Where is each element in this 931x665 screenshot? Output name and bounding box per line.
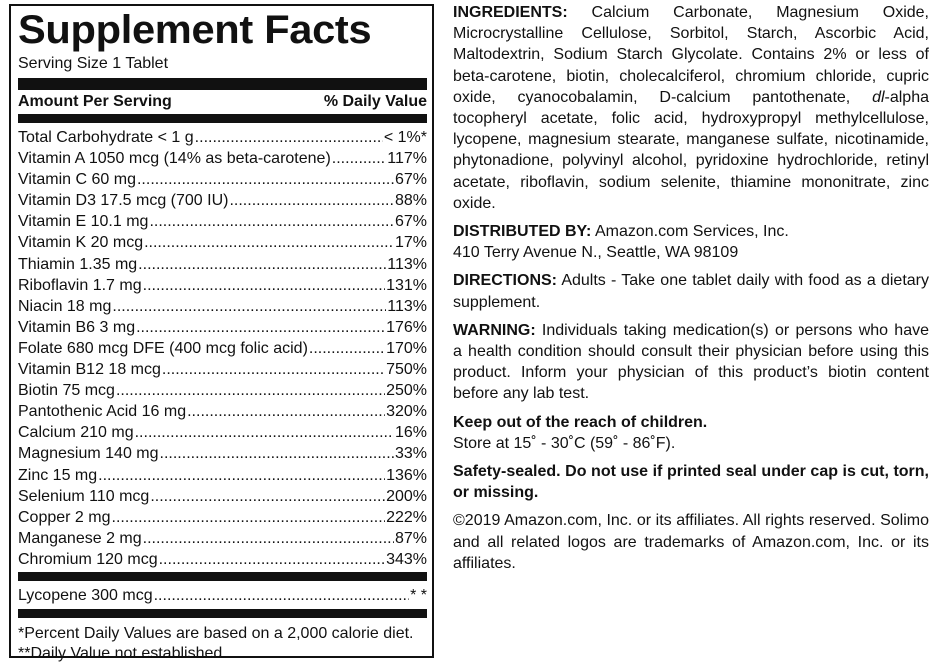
footnotes — [18, 624, 427, 664]
dot-leader — [187, 401, 385, 422]
nutrient-name: Vitamin C 60 mg — [18, 171, 136, 189]
warning-text: Individuals taking medication(s) or persons who have a health condition should consult their physician before using this product. Inform your physician of this product’s biotin content before any lab test. — [453, 321, 929, 403]
daily-value-header: % Daily Value — [323, 93, 427, 110]
lycopene-row — [18, 585, 427, 606]
nutrient-row — [18, 380, 427, 401]
nutrient-dv: 67% — [394, 213, 427, 231]
nutrient-name: Vitamin A 1050 mcg (14% as beta-carotene) — [18, 150, 331, 168]
nutrient-name: Pantothenic Acid 16 mg — [18, 403, 187, 421]
ingredients-italic: dl — [872, 88, 885, 106]
dot-leader — [229, 190, 394, 211]
nutrient-row — [18, 317, 427, 338]
keep-out-warning: Keep out of the reach of children. — [453, 413, 708, 431]
nutrient-name: Vitamin B12 18 mcg — [18, 361, 161, 379]
nutrient-row — [18, 507, 427, 528]
nutrient-name: Biotin 75 mcg — [18, 382, 115, 400]
copyright-notice: ©2019 Amazon.com, Inc. or its affiliates. All rights reserved. Solimo and all related logos are trademarks of Amazon.com, Inc. or its affiliates. — [453, 512, 929, 572]
distributed-paragraph — [453, 221, 929, 263]
nutrient-dv: 113% — [387, 297, 427, 315]
nutrient-row — [18, 211, 427, 232]
dot-leader — [162, 359, 385, 380]
ingredients-paragraph — [453, 2, 929, 214]
dot-leader — [159, 549, 385, 570]
nutrient-row — [18, 549, 427, 570]
dot-leader — [143, 528, 394, 549]
nutrient-dv: 750% — [386, 361, 427, 379]
nutrient-dv: 170% — [386, 339, 427, 357]
nutrient-row — [18, 338, 427, 359]
nutrient-row — [18, 528, 427, 549]
nutrient-row — [18, 465, 427, 486]
dot-leader — [136, 317, 385, 338]
nutrient-name: Vitamin K 20 mcg — [18, 234, 144, 252]
ingredients-text: Calcium Carbonate, Magnesium Oxide, Microcrystalline Cellulose, Sorbitol, Starch, Ascorbic Acid, Maltodextrin, Sodium Starch Glycolate. Contains 2% or less of beta-carotene, biotin, cholecalciferol, chromium chloride, cupric oxide, cyanocobalamin, D-calcium pantothenate, — [453, 4, 929, 106]
nutrient-row — [18, 148, 427, 169]
distributed-label: DISTRIBUTED BY: — [453, 223, 592, 241]
nutrient-name: Niacin 18 mg — [18, 297, 112, 315]
divider-bar — [18, 572, 427, 581]
nutrient-row — [18, 422, 427, 443]
nutrient-dv: 87% — [394, 529, 427, 547]
nutrient-row — [18, 275, 427, 296]
nutrient-row — [18, 296, 427, 317]
facts-title: Supplement Facts — [18, 8, 372, 52]
nutrient-name: Zinc 15 mg — [18, 466, 98, 484]
directions-label: DIRECTIONS: — [453, 272, 557, 290]
nutrient-dv: 136% — [386, 466, 427, 484]
dot-leader — [309, 338, 385, 359]
directions-paragraph — [453, 270, 929, 312]
nutrient-name: Total Carbohydrate < 1 g — [18, 129, 194, 146]
label-text-column — [453, 2, 929, 581]
supplement-facts-panel — [9, 4, 434, 663]
nutrient-name: Lycopene 300 mcg — [18, 586, 153, 604]
serving-size: Serving Size 1 Tablet — [18, 55, 169, 72]
dot-leader — [138, 254, 386, 275]
nutrient-name: Vitamin D3 17.5 mcg (700 IU) — [18, 192, 229, 210]
nutrient-dv: 33% — [394, 445, 427, 463]
storage-instructions: Store at 15˚ - 30˚C (59˚ - 86˚F). — [453, 434, 676, 452]
nutrient-dv: 131% — [386, 276, 427, 294]
nutrient-list — [18, 127, 427, 570]
nutrient-dv: * * — [410, 586, 427, 604]
nutrient-dv: 16% — [394, 424, 427, 442]
ingredients-label: INGREDIENTS: — [453, 4, 568, 21]
nutrient-row — [18, 169, 427, 190]
nutrient-row — [18, 254, 427, 275]
storage-paragraph — [453, 412, 929, 454]
dot-leader — [112, 296, 386, 317]
dot-leader — [332, 148, 386, 169]
nutrient-dv: 117% — [387, 150, 427, 168]
ingredients-text-continued: -alpha tocopheryl acetate, folic acid, hydroxypropyl methylcellulose, lycopene, magnesium stearate, manganese sulfate, nicotinamide, phytonadione, polyvinyl alcohol, pyridoxine hydrochloride, retinyl acetate, riboflavin, sodium selenite, thiamine mononitrate, zinc oxide. — [453, 88, 929, 212]
dot-leader — [98, 465, 385, 486]
warning-paragraph — [453, 320, 929, 405]
nutrient-dv: 200% — [386, 487, 427, 505]
dot-leader — [150, 486, 385, 507]
nutrient-name: Vitamin B6 3 mg — [18, 318, 136, 336]
dot-leader — [154, 585, 409, 606]
nutrient-dv: 222% — [386, 508, 427, 526]
facts-header-row — [18, 90, 427, 114]
dot-leader — [149, 211, 394, 232]
nutrient-name: Manganese 2 mg — [18, 529, 142, 547]
nutrient-row — [18, 127, 427, 148]
distributor-address: 410 Terry Avenue N., Seattle, WA 98109 — [453, 244, 739, 262]
dot-leader — [143, 275, 385, 296]
nutrient-name: Copper 2 mg — [18, 508, 111, 526]
nutrient-row — [18, 190, 427, 211]
nutrient-name: Magnesium 140 mg — [18, 445, 159, 463]
nutrient-dv: 88% — [394, 192, 427, 210]
nutrient-row — [18, 443, 427, 464]
warning-label: WARNING: — [453, 321, 536, 339]
nutrient-name: Calcium 210 mg — [18, 424, 134, 442]
divider-bar — [18, 78, 427, 90]
distributor-company: Amazon.com Services, Inc. — [591, 223, 789, 241]
nutrient-row — [18, 486, 427, 507]
dot-leader — [160, 443, 394, 464]
nutrient-name: Thiamin 1.35 mg — [18, 255, 138, 273]
nutrient-dv: 320% — [386, 403, 427, 421]
dot-leader — [144, 232, 394, 253]
nutrient-dv: 17% — [394, 234, 427, 252]
divider-bar — [18, 609, 427, 618]
nutrient-dv: < 1%* — [383, 129, 427, 146]
nutrient-row — [18, 232, 427, 253]
dot-leader — [195, 127, 383, 148]
footnote-not-established: **Daily Value not established. — [18, 645, 227, 663]
dot-leader — [116, 380, 385, 401]
nutrient-name: Folate 680 mcg DFE (400 mcg folic acid) — [18, 339, 308, 357]
nutrient-dv: 113% — [387, 255, 427, 273]
amount-per-serving-header: Amount Per Serving — [18, 93, 172, 110]
dot-leader — [137, 169, 394, 190]
dot-leader — [112, 507, 386, 528]
footnote-daily-values: *Percent Daily Values are based on a 2,000 calorie diet. — [18, 625, 414, 643]
nutrient-row — [18, 359, 427, 380]
nutrient-dv: 176% — [386, 318, 427, 336]
nutrient-name: Riboflavin 1.7 mg — [18, 276, 142, 294]
directions-text: Adults - Take one tablet daily with food as a dietary supplement. — [453, 272, 929, 311]
nutrient-name: Chromium 120 mcg — [18, 550, 158, 568]
nutrient-row — [18, 401, 427, 422]
nutrient-dv: 67% — [394, 171, 427, 189]
nutrient-name: Selenium 110 mcg — [18, 487, 150, 505]
safety-sealed-warning: Safety-sealed. Do not use if printed seal under cap is cut, torn, or missing. — [453, 463, 929, 502]
nutrient-dv: 250% — [386, 382, 427, 400]
nutrient-dv: 343% — [386, 550, 427, 568]
nutrient-name: Vitamin E 10.1 mg — [18, 213, 149, 231]
dot-leader — [135, 422, 394, 443]
divider-bar — [18, 114, 427, 123]
